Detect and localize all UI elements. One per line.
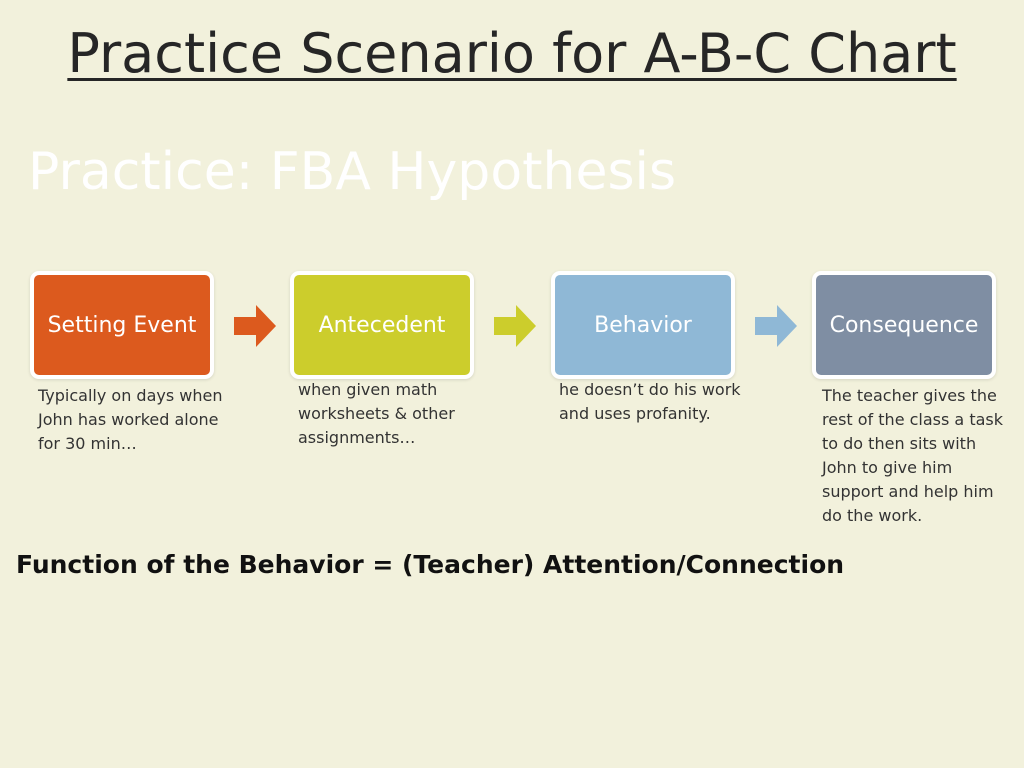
arrow-right-icon (234, 305, 276, 347)
setting-event-description: Typically on days when John has worked alone for 30 min… (38, 386, 223, 453)
antecedent-box (290, 271, 474, 379)
behavior-description: he doesn’t do his work and uses profanity. (559, 380, 741, 423)
arrow-right-icon (755, 305, 797, 347)
behavior-box (551, 271, 735, 379)
consequence-box (812, 271, 996, 379)
ghost-title: Practice: FBA Hypothesis (28, 142, 677, 202)
slide-title: Practice Scenario for A-B-C Chart (67, 22, 957, 85)
behavior-label: Behavior (594, 312, 692, 338)
setting-event-box (30, 271, 214, 379)
consequence-description: The teacher gives the rest of the class a task to do then sits with John to give him support and help him do the work. (822, 386, 1003, 525)
consequence-label: Consequence (829, 312, 979, 338)
setting-event-label: Setting Event (47, 312, 197, 338)
antecedent-description: when given math worksheets & other assignments… (298, 380, 455, 447)
function-statement: Function of the Behavior = (Teacher) Attention/Connection (16, 550, 845, 579)
antecedent-label: Antecedent (318, 312, 446, 338)
arrow-right-icon (494, 305, 536, 347)
